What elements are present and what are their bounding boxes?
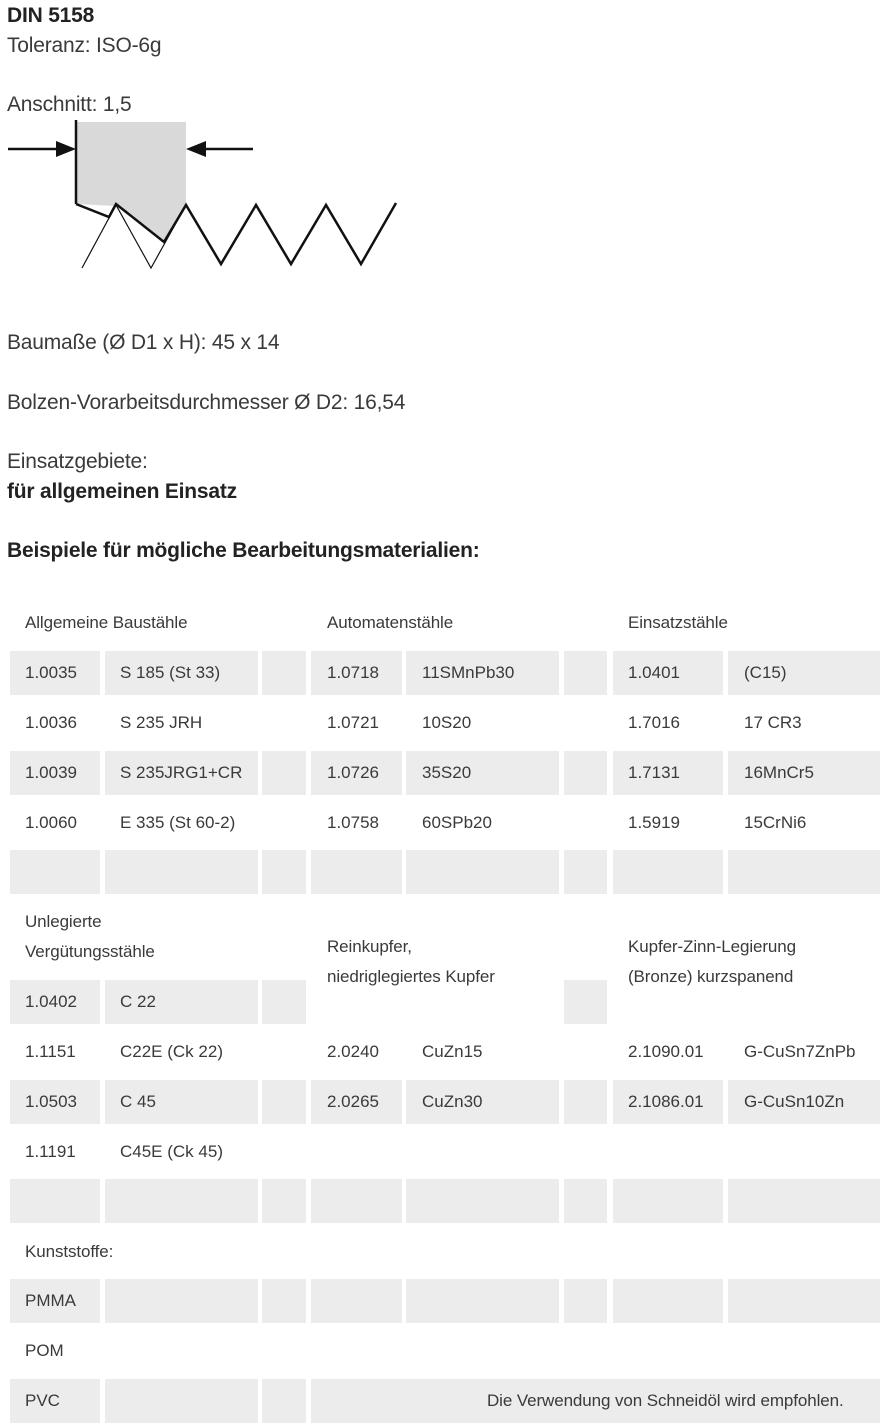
- table-cell-text: G-CuSn7ZnPb: [744, 1042, 856, 1061]
- table-cell-text: 2.0240: [327, 1042, 379, 1061]
- table-cell-text: S 235JRG1+CR: [120, 763, 243, 782]
- table-cell: [262, 1080, 306, 1124]
- table-cell: [262, 1279, 306, 1323]
- table-cell: [728, 1179, 880, 1223]
- table-cell: [564, 1279, 607, 1323]
- table-cell: [728, 1279, 880, 1323]
- table-cell-text: 1.0721: [327, 713, 379, 732]
- table-cell-text: 1.5919: [628, 813, 680, 832]
- table-cell-text: 1.0039: [25, 763, 77, 782]
- table-cell: [262, 801, 306, 845]
- table-cell-text: 2.0265: [327, 1092, 379, 1111]
- group-header-unalloyed-line1: Unlegierte: [25, 912, 102, 931]
- table-cell: [564, 651, 607, 695]
- table-cell-text: PVC: [25, 1391, 60, 1410]
- group-header-free-cutting-steels: Automatenstähle: [327, 613, 454, 632]
- table-cell-text: C22E (Ck 22): [120, 1042, 223, 1061]
- table-cell: [613, 850, 723, 894]
- table-cell-text: 1.0401: [628, 663, 680, 682]
- table-cell-text: C45E (Ck 45): [120, 1142, 223, 1161]
- group-header-copper-line2: niedriglegiertes Kupfer: [327, 967, 495, 986]
- table-cell-text: E 335 (St 60-2): [120, 813, 236, 832]
- table-cell-text: 1.7131: [628, 763, 680, 782]
- table-cell: [728, 1130, 880, 1174]
- table-cell-text: POM: [25, 1341, 64, 1360]
- chamfer-text: Anschnitt: 1,5: [7, 93, 132, 116]
- table-cell: [311, 1329, 402, 1373]
- page-title: DIN 5158: [7, 4, 95, 27]
- table-cell: [406, 1279, 559, 1323]
- table-cell: [613, 1179, 723, 1223]
- usage-value: für allgemeinen Einsatz: [7, 480, 237, 503]
- table-cell: [406, 1329, 559, 1373]
- group-header-case-hardening-steels: Einsatzstähle: [628, 613, 728, 632]
- group-header-bronze-line1: Kupfer-Zinn-Legierung: [628, 937, 796, 956]
- group-header-unalloyed-line2: Vergütungsstähle: [25, 942, 155, 961]
- table-cell-text: 1.0718: [327, 663, 379, 682]
- table-cell-text: 1.0726: [327, 763, 379, 782]
- table-cell: [311, 1130, 402, 1174]
- table-cell: [10, 850, 100, 894]
- table-cell: [406, 850, 559, 894]
- table-cell-text: 60SPb20: [422, 813, 492, 832]
- table-cell-text: 2.1090.01: [628, 1042, 704, 1061]
- group-header-structural-steels: Allgemeine Baustähle: [25, 613, 188, 632]
- group-header-plastics: Kunststoffe:: [25, 1242, 114, 1261]
- table-cell: [105, 1179, 258, 1223]
- table-cell-text: C 22: [120, 992, 156, 1011]
- group-header-bronze-line2: (Bronze) kurzspanend: [628, 967, 794, 986]
- table-cell: [564, 1329, 607, 1373]
- table-cell: [262, 701, 306, 745]
- table-cell: [262, 980, 306, 1024]
- table-cell-text: 10S20: [422, 713, 472, 732]
- table-cell-text: 17 CR3: [744, 713, 802, 732]
- table-cell-text: S 185 (St 33): [120, 663, 221, 682]
- table-cell: [564, 1179, 607, 1223]
- table-cell: [262, 751, 306, 795]
- table-cell: [564, 701, 607, 745]
- table-cell-text: 2.1086.01: [628, 1092, 704, 1111]
- table-cell-text: CuZn15: [422, 1042, 483, 1061]
- table-cell-text: 1.0035: [25, 663, 77, 682]
- table-cell: [564, 850, 607, 894]
- table-cell: [105, 1279, 258, 1323]
- dimensions-text: Baumaße (Ø D1 x H): 45 x 14: [7, 331, 280, 354]
- table-cell: [262, 1030, 306, 1074]
- table-cell-text: 11SMnPb30: [422, 663, 515, 682]
- table-cell: [105, 1329, 258, 1373]
- table-cell: [613, 1329, 723, 1373]
- table-cell-text: 16MnCr5: [744, 763, 814, 782]
- table-cell: [105, 850, 258, 894]
- usage-label: Einsatzgebiete:: [7, 450, 148, 473]
- table-cell: [728, 1329, 880, 1373]
- group-header-copper-line1: Reinkupfer,: [327, 937, 412, 956]
- table-cell: [564, 1130, 607, 1174]
- table-cell-text: 1.7016: [628, 713, 680, 732]
- table-cell: [406, 1179, 559, 1223]
- bolt-diameter-text: Bolzen-Vorarbeitsdurchmesser Ø D2: 16,54: [7, 391, 406, 414]
- table-cell: [564, 801, 607, 845]
- table-cell: [311, 1179, 402, 1223]
- table-cell-text: G-CuSn10Zn: [744, 1092, 845, 1111]
- table-cell: [613, 1279, 723, 1323]
- table-cell: [262, 850, 306, 894]
- table-cell: [406, 1130, 559, 1174]
- table-cell: [564, 1080, 607, 1124]
- table-cell-text: CuZn30: [422, 1092, 483, 1111]
- table-cell-text: (C15): [744, 663, 787, 682]
- thread-chamfer-diagram: [0, 118, 410, 278]
- table-cell-text: 1.0060: [25, 813, 77, 832]
- table-cell: [10, 1179, 100, 1223]
- tolerance-text: Toleranz: ISO-6g: [7, 34, 162, 57]
- table-cell: [262, 1379, 306, 1423]
- table-cell: [105, 1379, 258, 1423]
- table-cell-text: PMMA: [25, 1291, 76, 1310]
- materials-heading: Beispiele für mögliche Bearbeitungsmaterialien:: [7, 539, 480, 562]
- table-cell-text: 1.0036: [25, 713, 77, 732]
- table-cell-text: 1.0503: [25, 1092, 77, 1111]
- table-cell: [262, 1329, 306, 1373]
- table-cell-text: 1.1191: [25, 1142, 76, 1161]
- table-cell: [311, 1279, 402, 1323]
- table-cell-text: C 45: [120, 1092, 156, 1111]
- table-cell: [564, 1030, 607, 1074]
- table-cell: [262, 651, 306, 695]
- table-cell-text: 15CrNi6: [744, 813, 807, 832]
- table-cell: [262, 1179, 306, 1223]
- table-cell-text: 1.0758: [327, 813, 379, 832]
- cutting-oil-note: Die Verwendung von Schneidöl wird empfohlen.: [487, 1391, 844, 1410]
- table-cell: [613, 1130, 723, 1174]
- table-cell-text: 1.1151: [25, 1042, 76, 1061]
- table-cell-text: 1.0402: [25, 992, 77, 1011]
- table-cell: [311, 850, 402, 894]
- table-cell: [564, 751, 607, 795]
- table-cell-text: 35S20: [422, 763, 472, 782]
- table-cell: [262, 1130, 306, 1174]
- table-cell: [728, 850, 880, 894]
- table-cell: [564, 980, 607, 1024]
- table-cell-text: S 235 JRH: [120, 713, 203, 732]
